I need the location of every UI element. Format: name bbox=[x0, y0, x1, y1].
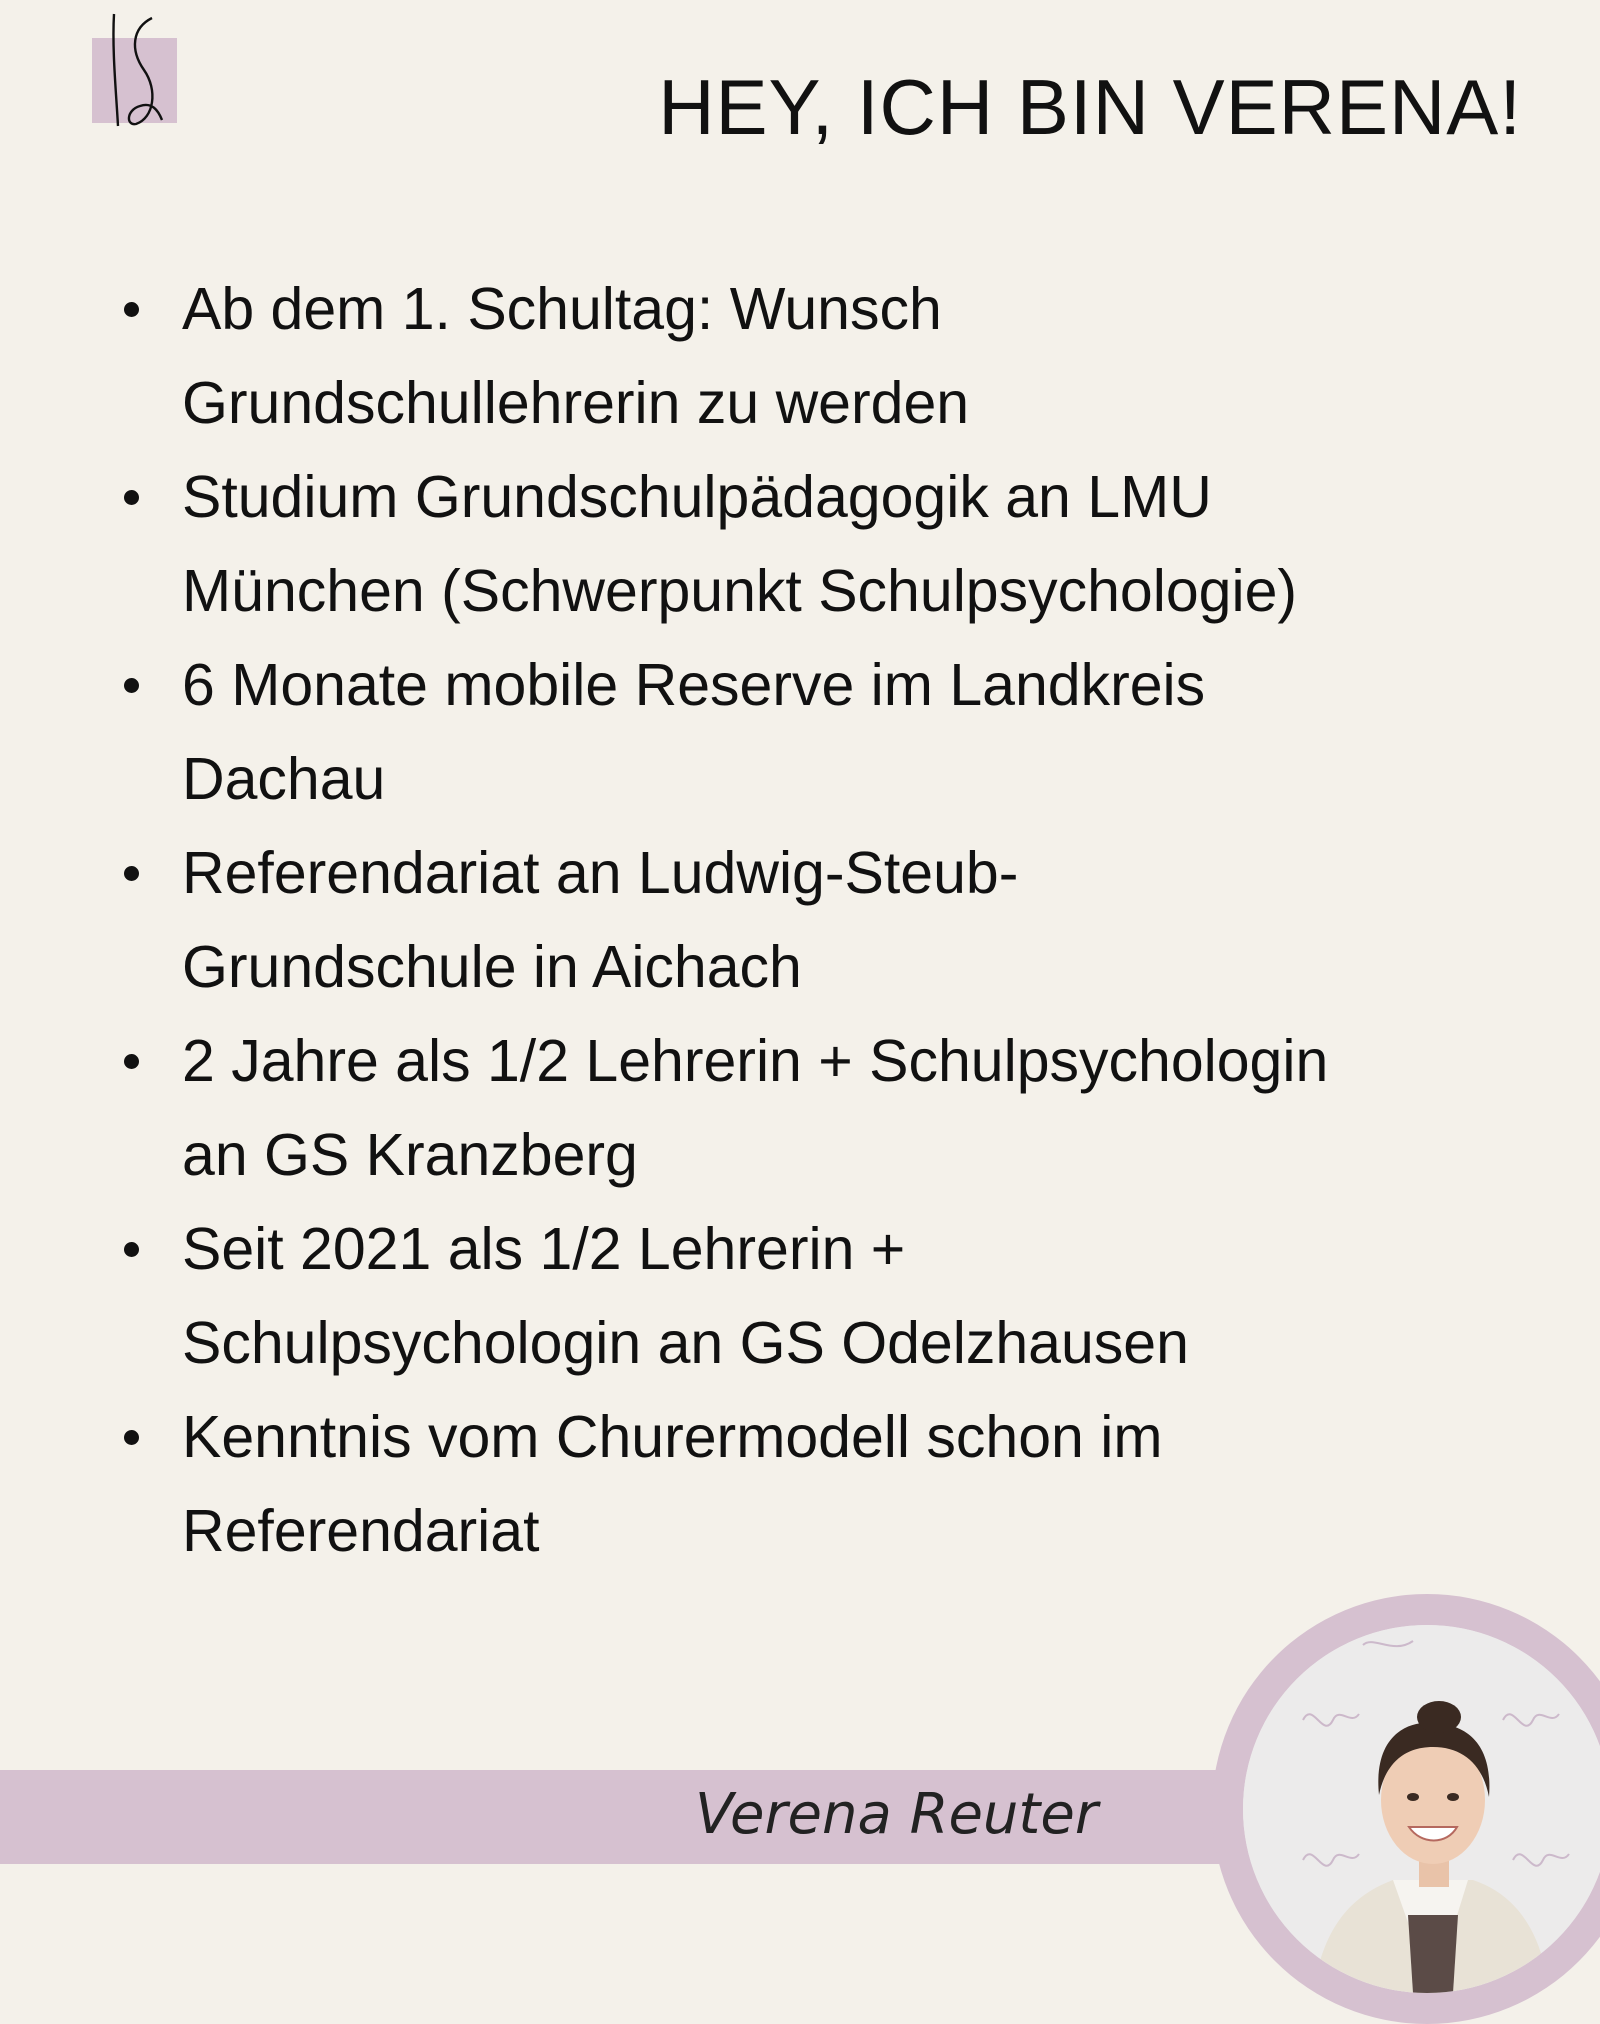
portrait-icon bbox=[1243, 1625, 1600, 1993]
list-item-line: Ab dem 1. Schultag: Wunsch bbox=[182, 276, 942, 342]
list-item bbox=[120, 826, 1520, 1014]
bullet-icon bbox=[124, 1054, 139, 1069]
list-item-line: 6 Monate mobile Reserve im Landkreis bbox=[182, 652, 1206, 718]
list-item-line: Studium Grundschulpädagogik an LMU bbox=[182, 464, 1212, 530]
list-item-line: Grundschule in Aichach bbox=[182, 934, 802, 1000]
bullet-icon bbox=[124, 490, 139, 505]
bullet-icon bbox=[124, 678, 139, 693]
list-item-line: Referendariat bbox=[182, 1498, 540, 1564]
author-name: Verena Reuter bbox=[695, 1782, 1098, 1847]
bullet-icon bbox=[124, 866, 139, 881]
bullet-icon bbox=[124, 302, 139, 317]
list-item-line: 2 Jahre als 1/2 Lehrerin + Schulpsychologin bbox=[182, 1028, 1329, 1094]
list-item-line: München (Schwerpunkt Schulpsychologie) bbox=[182, 558, 1298, 624]
portrait-photo bbox=[1243, 1625, 1600, 1993]
list-item-line: Kenntnis vom Churermodell schon im bbox=[182, 1404, 1163, 1470]
bio-list bbox=[120, 262, 1520, 1578]
list-item bbox=[120, 638, 1520, 826]
list-item bbox=[120, 1390, 1520, 1578]
list-item bbox=[120, 1014, 1520, 1202]
list-item-line: Grundschullehrerin zu werden bbox=[182, 370, 970, 436]
bullet-icon bbox=[124, 1242, 139, 1257]
monogram-logo bbox=[92, 10, 182, 130]
list-item-line: Dachau bbox=[182, 746, 386, 812]
bullet-icon bbox=[124, 1430, 139, 1445]
page-title: HEY, ICH BIN VERENA! bbox=[658, 63, 1522, 151]
monogram-icon bbox=[92, 10, 182, 130]
list-item-line: Schulpsychologin an GS Odelzhausen bbox=[182, 1310, 1189, 1376]
list-item-line: Referendariat an Ludwig-Steub- bbox=[182, 840, 1019, 906]
list-item-line: an GS Kranzberg bbox=[182, 1122, 638, 1188]
list-item bbox=[120, 262, 1520, 450]
list-item bbox=[120, 1202, 1520, 1390]
list-item-line: Seit 2021 als 1/2 Lehrerin + bbox=[182, 1216, 906, 1282]
list-item bbox=[120, 450, 1520, 638]
